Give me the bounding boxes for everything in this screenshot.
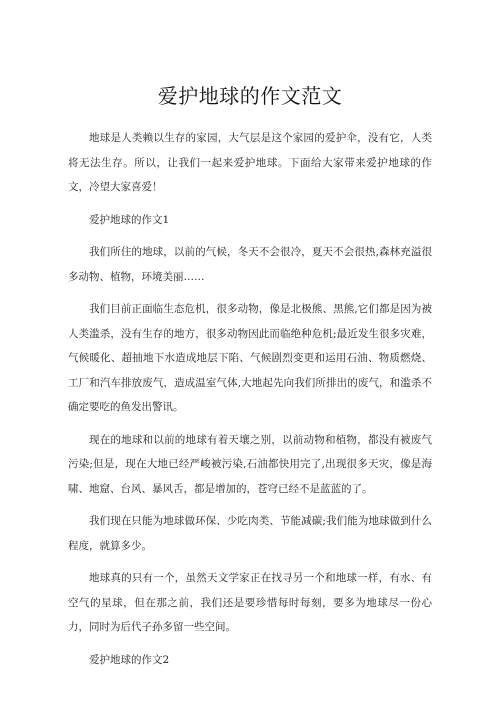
section-2-heading: 爱护地球的作文2 [89, 653, 170, 666]
paragraph-2: 我们目前正面临生态危机，很多动物，像是北极熊、黑熊,它们都是因为被人类滥杀，没有生存的地方，很多动物因此而临绝种危机;最近发生很多灾难，气候暖化、超抽地下水造成地层下陷、气候剧烈变更和运用石油、物质燃烧、工厂和汽车排放废气，造成温室气体,大地起先向我们所排出的废气，和滥杀不确定要吃的鱼发出警讯。 [68, 303, 432, 413]
paragraph-3: 现在的地球和以前的地球有着天壤之别，以前动物和植物，都没有被废气污染;但是，现在大地已经严峻被污染,石油都快用完了,出现很多天灾，像是海啸、地窟、台风、暴风舌，都是增加的，苍穹已经不是蓝蓝的了。 [68, 433, 432, 495]
paragraph-4: 我们现在只能为地球做环保、少吃肉类、节能减碳;我们能为地球做到什么程度，就算多少。 [68, 515, 432, 552]
document-body [68, 126, 432, 680]
paragraph-1: 我们所住的地球，以前的气候，冬天不会很冷，夏天不会很热,森林充溢很多动物、植物，环境美丽…… [68, 246, 432, 283]
intro-paragraph: 地球是人类赖以生存的家园，大气层是这个家园的爱护伞，没有它，人类将无法生存。所以，让我们一起来爱护地球。下面给大家带来爱护地球的作文，冷望大家喜爱！ [68, 132, 432, 193]
section-1-heading: 爱护地球的作文1 [89, 213, 170, 226]
document-title: 爱护地球的作文范文 [157, 84, 343, 108]
paragraph-5: 地球真的只有一个，虽然天文学家正在找寻另一个和地球一样，有水、有空气的星球，但在那之前，我们还是要珍惜每时每刻，要多为地球尽一份心力，同时为后代子孙多留一些空间。 [68, 572, 432, 633]
